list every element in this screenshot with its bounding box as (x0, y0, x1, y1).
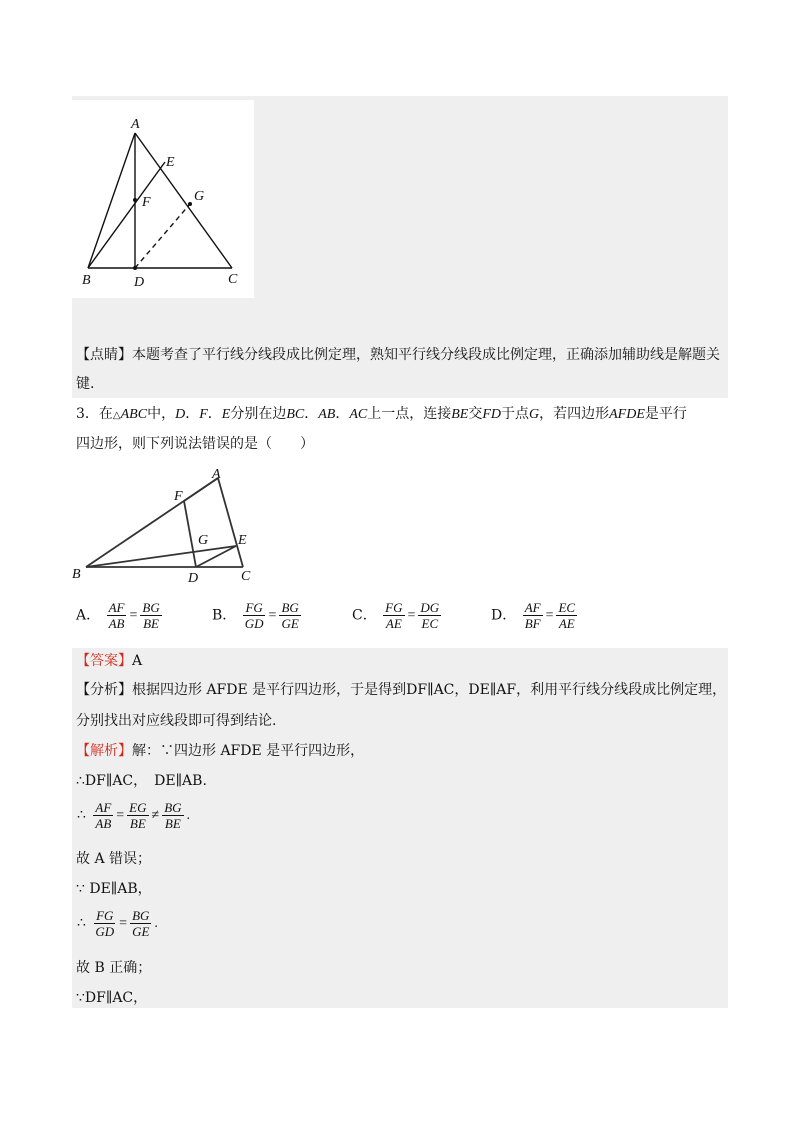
q3-be: BE (451, 407, 469, 422)
solution-line5 (76, 879, 152, 899)
fig1-label-F: F (142, 195, 151, 210)
fig1-label-A: A (131, 117, 140, 132)
fig2-label-B: B (72, 567, 81, 582)
frac-den: AB (108, 616, 125, 631)
solution-text-8: ∵DF∥AC， (76, 990, 148, 1006)
fig1-label-E: E (166, 155, 175, 170)
q3-number: 3．在 (76, 406, 113, 422)
q3-ac: AC (349, 407, 368, 422)
fig2-label-C: C (241, 569, 251, 584)
figure-1 (72, 100, 254, 298)
solution-line6 (76, 908, 159, 939)
q3-fd: FD (482, 407, 501, 422)
frac-num: BG (142, 600, 160, 615)
solution-line2 (76, 771, 207, 791)
frac-num: AF (108, 600, 125, 615)
q3-afde: AFDE (609, 407, 645, 422)
analysis-tag: 【分析】 (76, 682, 132, 698)
q3-e: E (221, 407, 231, 422)
option-c-frac2 (418, 600, 441, 631)
q3-t1: 中， (147, 406, 176, 422)
period-2: . (154, 915, 158, 931)
q3-t4: 交 (468, 406, 483, 422)
period: . (186, 807, 191, 823)
option-d-frac1 (523, 600, 543, 631)
fig2-label-E: E (238, 533, 247, 548)
q3-g: G (529, 407, 540, 422)
dianjing-tag: 【点睛】 (76, 347, 132, 363)
equals-sign: = (545, 607, 554, 623)
answer-value: A (132, 653, 143, 669)
q3-t3: 上一点，连接 (367, 406, 452, 422)
option-b-label: B． (212, 607, 237, 624)
frac-den: GE (281, 616, 299, 631)
sol-frac1 (93, 800, 113, 831)
q3-sep2: ． (207, 406, 222, 422)
equals-sign: = (129, 607, 138, 623)
answer-line (76, 651, 142, 671)
fig2-label-D: D (188, 571, 199, 586)
fig1-label-C: C (228, 272, 238, 287)
therefore-symbol-2: ∴ (77, 915, 86, 931)
q3-abc: ABC (120, 407, 148, 422)
not-equal-sign: ≠ (151, 807, 160, 823)
option-a-label: A． (76, 607, 101, 624)
frac-den: BE (129, 816, 146, 831)
frac-num: FG (96, 908, 114, 923)
q3-bc: BC (286, 407, 305, 422)
frac-num: BG (164, 800, 182, 815)
frac-den: GD (244, 616, 264, 631)
q3-f: F (199, 407, 208, 422)
q3-sep1: ． (185, 406, 200, 422)
fig1-label-G: G (194, 189, 205, 204)
solution-text-7: 故 B 正确； (76, 960, 152, 976)
option-c (352, 600, 443, 631)
frac-num: BG (132, 908, 150, 923)
frac-den: AB (95, 816, 112, 831)
equals-sign: = (116, 807, 125, 823)
q3-t2: 分别在边 (230, 406, 287, 422)
dianjing-text: 本题考查了平行线分线段成比例定理，熟知平行线分线段成比例定理，正确添加辅助线是解题关 (132, 347, 720, 363)
frac-den: GD (95, 924, 115, 939)
option-b (212, 600, 303, 631)
q3-t6: ，若四边形 (539, 406, 610, 422)
answer-tag: 【答案】 (76, 653, 132, 669)
equals-sign: = (407, 607, 416, 623)
question-3-line2 (76, 434, 314, 454)
option-b-frac2 (279, 600, 300, 631)
figure-2 (66, 466, 266, 586)
solution-tag: 【解析】 (76, 743, 132, 759)
frac-den: BE (143, 616, 159, 631)
q3-t7: 是平行 (644, 406, 687, 422)
option-a-frac1 (107, 600, 127, 631)
solution-text-2: ∴DF∥AC， DE∥AB. (76, 773, 207, 789)
frac-den: AE (558, 616, 575, 631)
dianjing-text-end: 键. (76, 376, 95, 392)
frac-den: AE (385, 616, 402, 631)
solution-line4 (76, 849, 151, 869)
analysis-text-2: 分别找出对应线段即可得到结论. (76, 713, 277, 729)
frac-num: AF (524, 600, 541, 615)
sol-frac5 (130, 908, 151, 939)
sol-frac2 (127, 800, 148, 831)
sol-frac4 (93, 908, 116, 939)
fig1-label-D: D (134, 275, 145, 290)
frac-den: BF (524, 616, 541, 631)
solution-text-4: 故 A 错误； (76, 851, 152, 867)
solution-line8 (76, 988, 147, 1008)
frac-den: BE (164, 816, 181, 831)
q3-triangle: △ (112, 410, 121, 421)
equals-sign: = (119, 915, 128, 931)
solution-line7 (76, 958, 151, 978)
option-c-label: C． (352, 607, 377, 624)
q3-t5: 于点 (501, 406, 529, 422)
solution-text-5: ∵ DE∥AB， (76, 881, 152, 897)
frac-den: EC (421, 616, 439, 631)
option-a (76, 600, 164, 631)
q3-ab: AB (318, 407, 336, 422)
equals-sign: = (268, 607, 277, 623)
analysis-text: 根据四边形 AFDE 是平行四边形，于是得到DF∥AC，DE∥AF，利用平行线分线段成比例定理， (132, 682, 727, 698)
option-c-frac1 (383, 600, 404, 631)
solution-line3 (76, 800, 191, 831)
option-b-frac1 (243, 600, 266, 631)
option-d-label: D． (491, 607, 517, 624)
option-a-frac2 (140, 600, 161, 631)
frac-num: EG (129, 800, 147, 815)
solution-text-1: 解：∵四边形 AFDE 是平行四边形， (132, 743, 365, 759)
dianjing-line2 (76, 374, 94, 394)
q3-line2: 四边形，则下列说法错误的是（ ） (76, 436, 314, 452)
dianjing-line1 (76, 345, 720, 365)
fig2-label-G: G (198, 533, 209, 548)
frac-num: AF (95, 800, 112, 815)
fig1-label-B: B (82, 273, 91, 288)
frac-num: BG (281, 600, 299, 615)
frac-num: DG (420, 600, 440, 615)
option-d-frac2 (556, 600, 577, 631)
frac-num: EC (558, 600, 576, 615)
analysis-line1 (76, 680, 726, 700)
q3-d: D (175, 407, 186, 422)
solution-line1 (76, 741, 364, 761)
frac-den: GE (132, 924, 150, 939)
analysis-line2 (76, 711, 276, 731)
option-d (491, 600, 579, 631)
frac-num: FG (245, 600, 263, 615)
q3-sep3: ． (304, 406, 319, 422)
fig2-label-F: F (174, 489, 183, 504)
sol-frac3 (162, 800, 183, 831)
fig2-label-A: A (212, 467, 221, 482)
q3-sep4: ． (335, 406, 350, 422)
therefore-symbol: ∴ (77, 807, 86, 823)
frac-num: FG (385, 600, 403, 615)
question-3-line1 (76, 404, 687, 426)
